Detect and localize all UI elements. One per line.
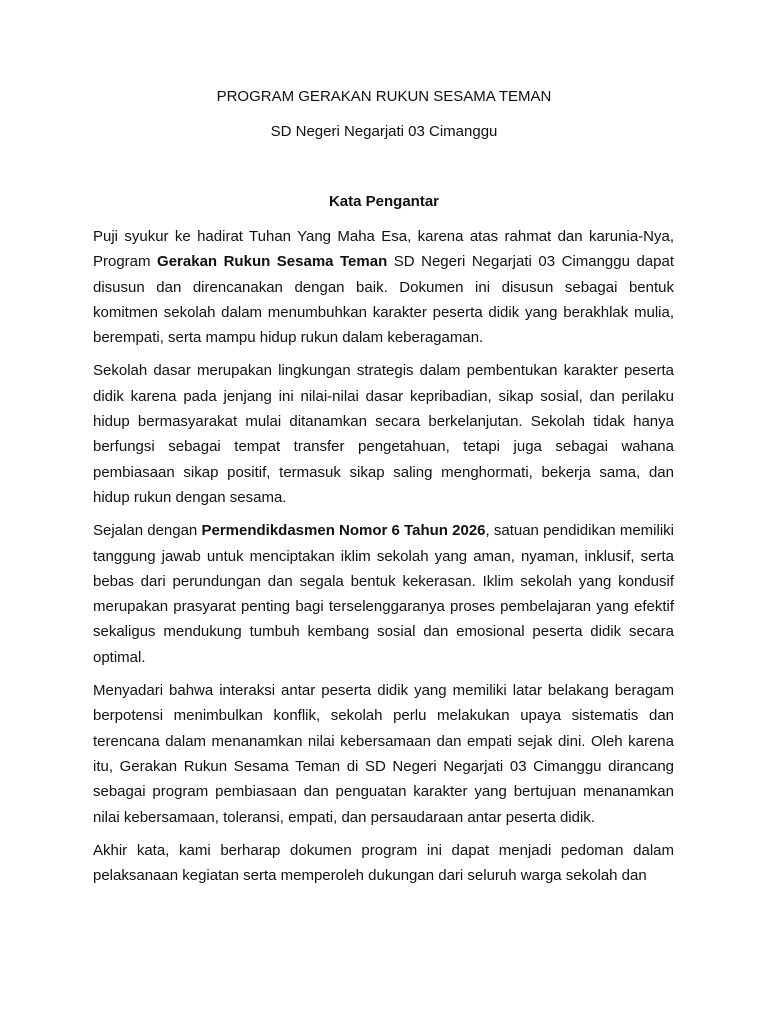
program-name-bold: Gerakan Rukun Sesama Teman	[157, 253, 388, 271]
paragraph-1-text-c: SD Negeri Negarjati 03 Cimanggu dapat disusun dan direncanakan dengan baik. Dokumen ini disusun sebagai bentuk komitmen sekolah dalam menumbuhkan karakter peserta didik yang berakhlak mulia, berempati, serta mampu hidup rukun dalam keberagaman.	[93, 253, 675, 347]
paragraph-4: Menyadari bahwa interaksi antar peserta didik yang memiliki latar belakang beragam berpotensi menimbulkan konflik, sekolah perlu melakukan upaya sistematis dan terencana dalam menanamkan nilai kebersamaan dan empati sejak dini. Oleh karena itu, Gerakan Rukun Sesama Teman di SD Negeri Negarjati 03 Cimanggu dirancang sebagai program pembiasaan dan penguatan karakter yang bertujuan menanamkan nilai kebersamaan, toleransi, empati, dan persaudaraan antar peserta didik.	[93, 682, 674, 826]
regulation-bold: Permendikdasmen Nomor 6 Tahun 2026	[201, 522, 486, 540]
paragraph-3-text-c: , satuan pendidikan memiliki tanggung jawab untuk menciptakan iklim sekolah yang aman, nyaman, inklusif, serta bebas dari perundungan dan segala bentuk kekerasan. Iklim sekolah yang kondusif merupakan prasyarat penting bagi terselenggaranya proses pembelajaran yang efektif sekaligus mendukung tumbuh kembang sosial dan emosional peserta didik secara optimal.	[93, 522, 674, 666]
document-subtitle: SD Negeri Negarjati 03 Cimanggu	[270, 123, 498, 140]
paragraph-2: Sekolah dasar merupakan lingkungan strategis dalam pembentukan karakter peserta didik karena pada jenjang ini nilai-nilai dasar kepribadian, sikap sosial, dan perilaku hidup bermasyarakat mulai ditanamkan secara berkelanjutan. Sekolah tidak hanya berfungsi sebagai tempat transfer pengetahuan, tetapi juga sebagai wahana pembiasaan sikap positif, termasuk sikap saling menghormati, bekerja sama, dan hidup rukun dengan sesama.	[93, 362, 674, 506]
body-text	[93, 224, 674, 896]
paragraph-3-text-a: Sejalan dengan	[93, 522, 202, 540]
paragraph-5: Akhir kata, kami berharap dokumen program ini dapat menjadi pedoman dalam pelaksanaan kegiatan serta memperoleh dukungan dari seluruh warga sekolah dan	[93, 841, 674, 885]
paragraph-3	[93, 518, 674, 670]
paragraph-1-text-a: Puji syukur ke hadirat Tuhan Yang Maha Esa, karena atas rahmat dan karunia-Nya, Program	[93, 228, 674, 271]
paragraph-1	[93, 224, 674, 350]
document-title: PROGRAM GERAKAN RUKUN SESAMA TEMAN	[216, 88, 552, 105]
section-heading: Kata Pengantar	[328, 193, 440, 210]
